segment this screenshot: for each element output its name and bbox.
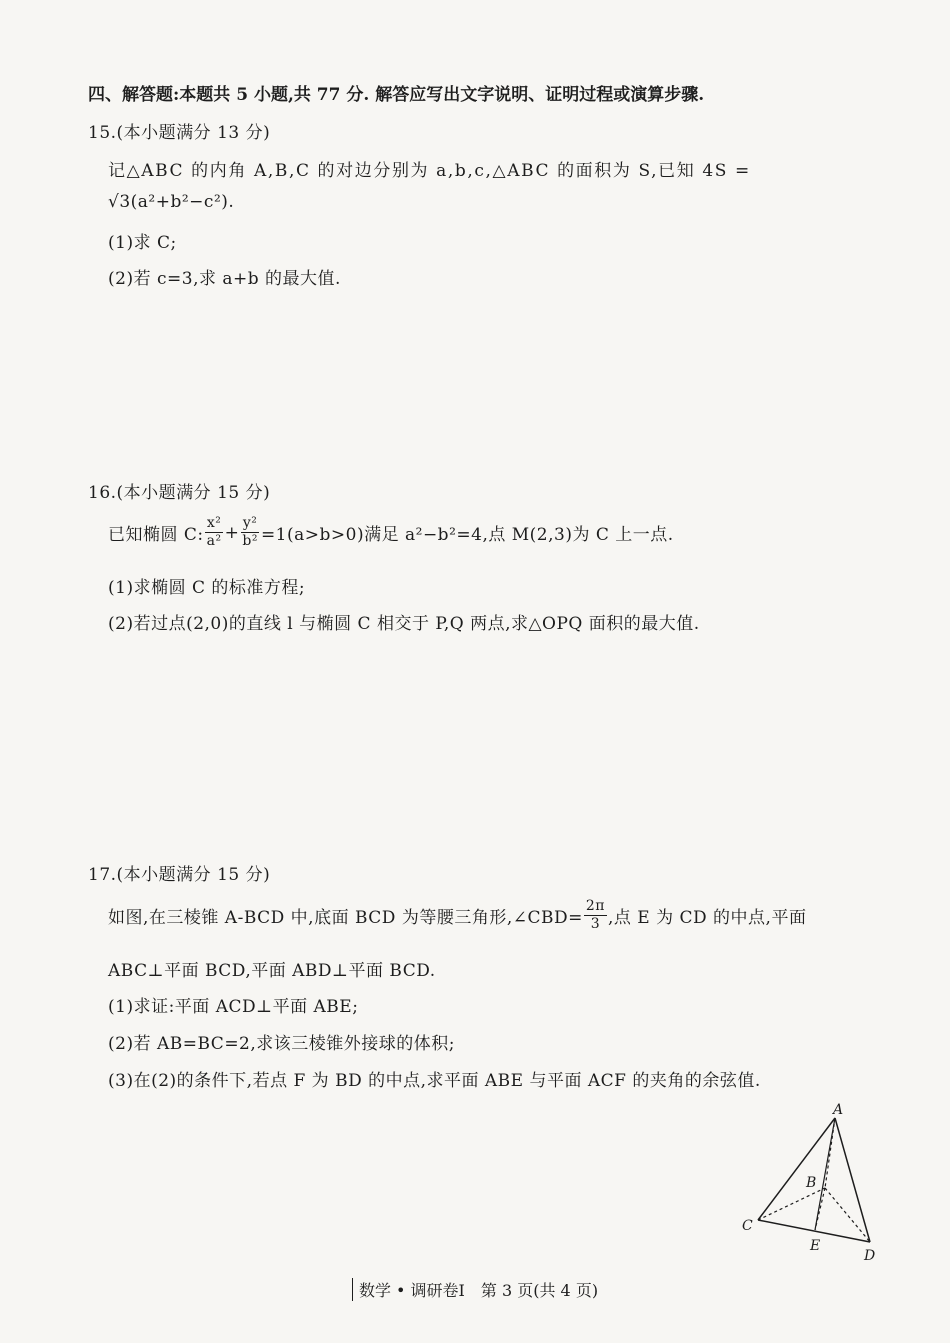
- q16-stem-pre: 已知椭圆 C:: [108, 525, 204, 545]
- q16-plus: +: [224, 522, 240, 543]
- tetrahedron-figure: [740, 1100, 890, 1270]
- label-b: B: [806, 1175, 817, 1191]
- q16-stem-post: =1(a>b>0)满足 a²−b²=4,点 M(2,3)为 C 上一点.: [260, 525, 674, 545]
- q16-fraction-y: [240, 515, 260, 550]
- label-a: A: [833, 1102, 844, 1118]
- q15-part2: (2)若 c=3,求 a+b 的最大值.: [108, 269, 341, 289]
- footer-text: 数学 • 调研卷Ⅰ 第 3 页(共 4 页): [352, 1278, 598, 1301]
- label-d: D: [864, 1248, 876, 1264]
- edge-ac: [758, 1118, 835, 1220]
- page-footer: [0, 1278, 950, 1301]
- q17-stem-line2: ABC⊥平面 BCD,平面 ABD⊥平面 BCD.: [108, 961, 436, 981]
- q17-fraction-angle: [584, 898, 607, 933]
- q16-header: 16.(本小题满分 15 分): [88, 483, 271, 503]
- label-e: E: [810, 1238, 821, 1254]
- q15-stem-line1: 记△ABC 的内角 A,B,C 的对边分别为 a,b,c,△ABC 的面积为 S,已知 4S =: [108, 161, 751, 181]
- q17-fraction-den: 3: [590, 916, 601, 932]
- q15-header: 15.(本小题满分 13 分): [88, 123, 271, 143]
- q17-fraction-num: 2π: [585, 898, 605, 914]
- q16-part2: (2)若过点(2,0)的直线 l 与椭圆 C 相交于 P,Q 两点,求△OPQ 面积的最大值.: [108, 614, 700, 634]
- q16-part1: (1)求椭圆 C 的标准方程;: [108, 578, 306, 598]
- q17-part1: (1)求证:平面 ACD⊥平面 ABE;: [108, 997, 359, 1017]
- section-title: 四、解答题:本题共 5 小题,共 77 分. 解答应写出文字说明、证明过程或演算步骤.: [88, 85, 705, 105]
- q16-fraction-x-num: x²: [206, 515, 222, 531]
- edge-be: [815, 1188, 825, 1230]
- label-c: C: [742, 1218, 753, 1234]
- q15-part1: (1)求 C;: [108, 233, 177, 253]
- q17-stem: [108, 898, 806, 933]
- q16-stem: [108, 515, 674, 550]
- q16-fraction-x-den: a²: [206, 533, 222, 549]
- edge-ad: [835, 1118, 870, 1242]
- q16-fraction-y-den: b²: [242, 533, 258, 549]
- q17-part3: (3)在(2)的条件下,若点 F 为 BD 的中点,求平面 ABE 与平面 ACF 的夹角的余弦值.: [108, 1071, 761, 1091]
- q15-stem-line2: √3(a²+b²−c²).: [108, 192, 235, 212]
- edge-bc: [758, 1188, 825, 1220]
- q16-fraction-x: [205, 515, 224, 550]
- q16-fraction-y-num: y²: [242, 515, 258, 531]
- q17-stem-pre: 如图,在三棱锥 A-BCD 中,底面 BCD 为等腰三角形,∠CBD=: [108, 908, 583, 928]
- q17-stem-post: ,点 E 为 CD 的中点,平面: [607, 908, 807, 928]
- q17-part2: (2)若 AB=BC=2,求该三棱锥外接球的体积;: [108, 1034, 456, 1054]
- q17-header: 17.(本小题满分 15 分): [88, 865, 271, 885]
- edge-ae: [815, 1118, 835, 1230]
